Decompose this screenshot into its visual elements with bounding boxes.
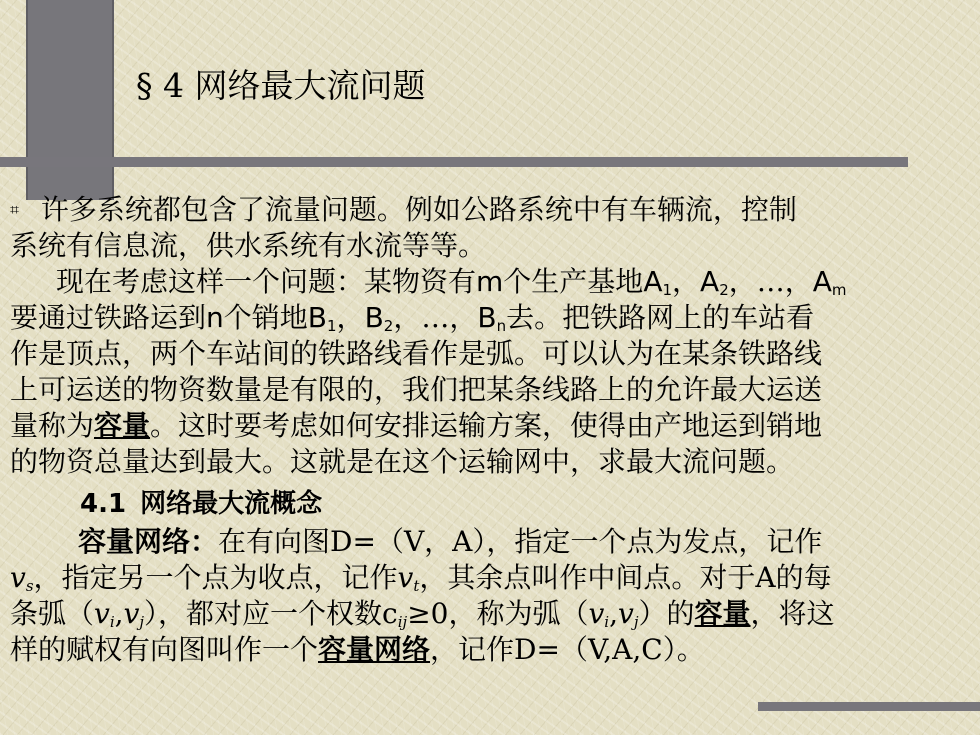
definition-colon: ： (190, 525, 219, 558)
var-a: A (643, 265, 663, 298)
var-v: v (618, 597, 634, 630)
var-v: v (123, 597, 140, 630)
definition-text: 样的赋权有向图叫作一个 (10, 633, 319, 666)
var-a: A (700, 265, 720, 298)
slide-body (10, 192, 970, 668)
problem-text: ， (672, 265, 701, 298)
var-a: A (812, 265, 832, 298)
var-v: v (588, 597, 605, 630)
var-v: v (10, 561, 26, 594)
problem-text: 量称为 (10, 409, 95, 442)
definition-text: ）的 (638, 597, 695, 630)
subscript: n (496, 317, 507, 335)
decorative-left-bar (26, 0, 114, 200)
problem-text: 。这时要考虑如何安排运输方案，使得由产地运到销地 (150, 409, 823, 442)
problem-text: ，…， (393, 301, 478, 334)
var-b: B (477, 301, 497, 334)
intro-line-1: 许多系统都包含了流量问题。例如公路系统中有车辆流，控制 (40, 193, 797, 226)
definition-paragraph (10, 524, 970, 668)
capacity-term: 容量 (94, 409, 151, 442)
footer-divider (758, 702, 980, 711)
problem-text: 要通过铁路运到 (10, 301, 207, 334)
definition-text: 在有向图D=（V，A），指定一个点为发点，记作 (218, 525, 823, 558)
problem-text: 作是顶点，两个车站间的铁路线看作是弧。可以认为在某条铁路线 (10, 337, 823, 370)
slide-title: § 4 网络最大流问题 (136, 66, 426, 105)
definition-text: 条弧（ (10, 597, 95, 630)
bullet-icon: ⌗ (10, 200, 20, 219)
problem-paragraph (10, 264, 970, 480)
capacity-term: 容量 (694, 597, 751, 630)
subscript: s (25, 577, 34, 595)
section-title: 网络最大流概念 (140, 489, 323, 519)
subscript: 2 (719, 281, 729, 299)
var-v: v (397, 561, 414, 594)
definition-term: 容量网络 (78, 525, 191, 558)
subscript: t (413, 577, 420, 595)
definition-text: , (609, 597, 619, 630)
capacity-network-term: 容量网络 (318, 633, 431, 666)
section-heading (80, 486, 970, 522)
subscript: 1 (327, 317, 337, 335)
subscript: m (831, 281, 847, 299)
problem-text: ，…， (728, 265, 813, 298)
var-v: v (94, 597, 110, 630)
problem-text: 去。把铁路网上的车站看 (506, 301, 815, 334)
intro-paragraph (10, 192, 970, 264)
problem-text: 个销地 (223, 301, 308, 334)
header-divider (0, 157, 908, 167)
subscript: i (109, 613, 115, 631)
problem-text: 上可运送的物资数量是有限的，我们把某条线路上的允许最大运送 (10, 373, 823, 406)
subscript: 2 (383, 317, 394, 335)
definition-text: ，记作D=（V,A,C）。 (430, 633, 705, 666)
subscript: ij (397, 613, 408, 631)
section-number: 4.1 (80, 489, 127, 519)
definition-text: ，指定另一个点为收点，记作 (33, 561, 398, 594)
var-b: B (307, 301, 327, 334)
intro-line-2: 系统有信息流，供水系统有水流等等。 (10, 229, 487, 262)
definition-text: ，其余点叫作中间点。对于A的每 (419, 561, 832, 594)
definition-text: ，将这 (750, 597, 835, 630)
subscript: j (139, 613, 145, 631)
var-m: m (476, 265, 504, 298)
definition-text: , (114, 597, 124, 630)
var-b: B (364, 301, 384, 334)
subscript: i (604, 613, 610, 631)
definition-text: ），都对应一个权数c (144, 597, 398, 630)
problem-text: 的物资总量达到最大。这就是在这个运输网中，求最大流问题。 (10, 445, 795, 478)
problem-text: 个生产基地 (503, 265, 644, 298)
subscript: 1 (662, 281, 673, 299)
problem-text: ， (336, 301, 365, 334)
var-n: n (206, 301, 224, 334)
subscript: j (633, 613, 639, 631)
problem-text: 现在考虑这样一个问题：某物资有 (56, 265, 477, 298)
definition-text: ≥0，称为弧（ (407, 597, 589, 630)
